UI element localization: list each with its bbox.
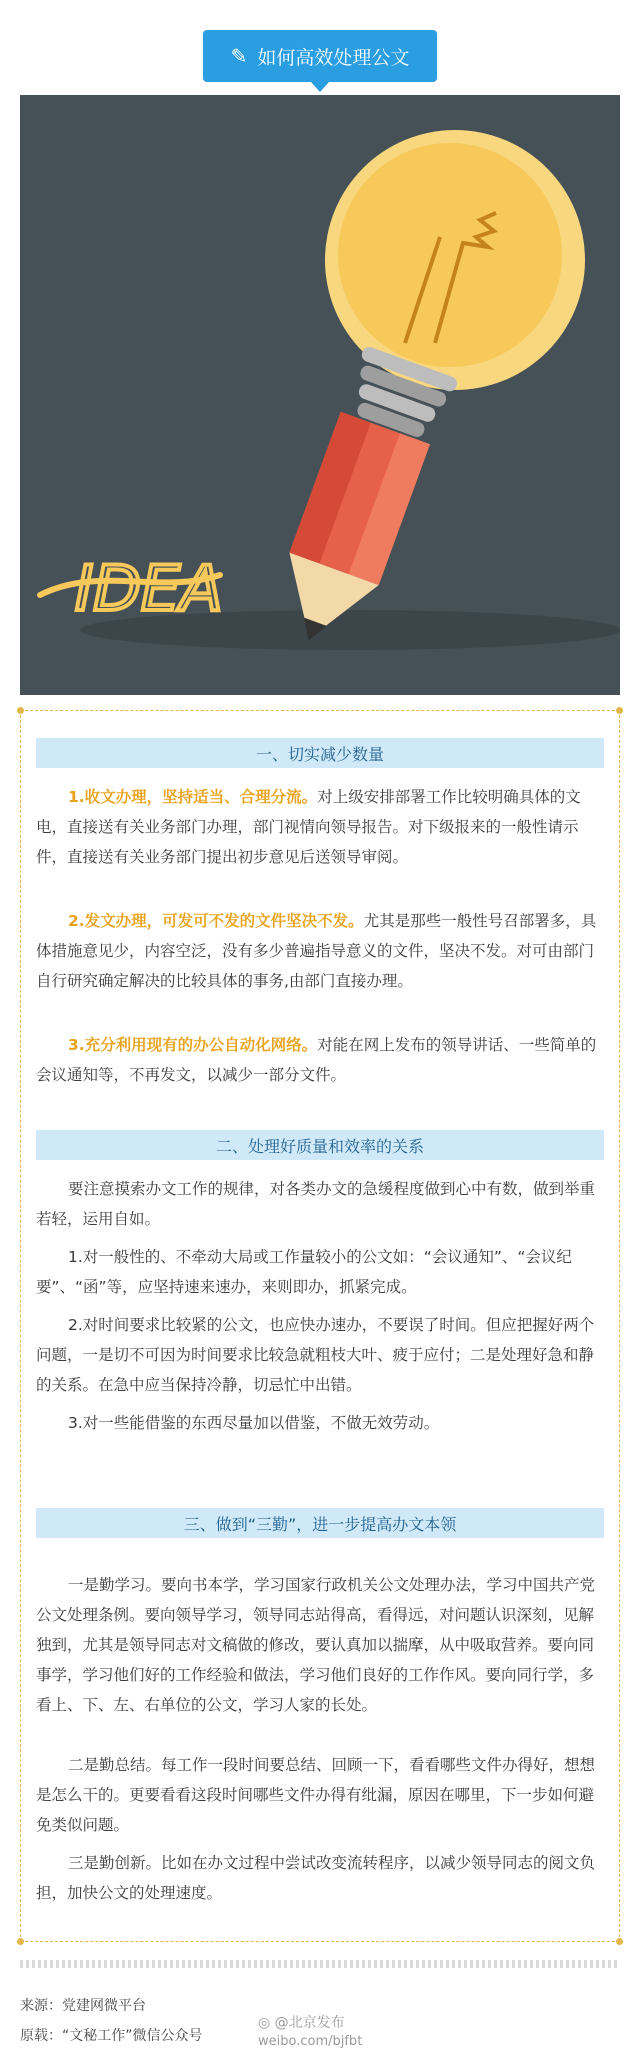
corner-dot (17, 707, 24, 714)
paragraph: 2.对时间要求比较紧的公文，也应快办速办，不要误了时间。但应把握好两个问题，一是切不可因为时间要求比较急就粗枝大叶、疲于应付；二是处理好急和静的关系。在急中应当保持冷静，切忌忙中出错。 (36, 1316, 595, 1394)
paragraph: 二是勤总结。每工作一段时间要总结、回顾一下，看看哪些文件办得好，想想是怎么干的。更要看看这段时间哪些文件办得有纰漏，原因在哪里，下一步如何避免类似问题。 (36, 1756, 596, 1834)
corner-dot (616, 1938, 623, 1945)
section-heading: 三、做到“三勤”，进一步提高办文本领 (36, 1508, 604, 1538)
corner-dot (17, 1938, 24, 1945)
paragraph-text: 对能在网上发布的领导讲话、一些简单的会议通知等，不再发文，以减少一部分文件。 (36, 1036, 597, 1084)
paragraph: 一是勤学习。要向书本学，学习国家行政机关公文处理办法，学习中国共产党公文处理条例。要向领导学习，领导同志站得高，看得远，对问题认识深刻，见解独到，尤其是领导同志对文稿做的修改，要认真加以揣摩，从中吸取营养。要向同事学，学习他们好的工作经验和做法，学习他们良好的工作作风。要向同行学，多看上、下、左、右单位的公文，学习人家的长处。 (36, 1576, 596, 1714)
paragraph-lead: 1.收文办理，坚持适当、合理分流。 (68, 788, 318, 806)
idea-illustration (20, 95, 620, 695)
paragraph (36, 1030, 604, 1090)
hero-word: IDEA (75, 552, 223, 625)
paragraph (36, 906, 604, 996)
weibo-name: @北京发布 (274, 2015, 345, 2031)
hero-illustration (20, 95, 620, 695)
paragraph-lead: 3.充分利用现有的办公自动化网络。 (68, 1036, 318, 1054)
paragraph-lead: 2.发文办理，可发可不发的文件坚决不发。 (68, 912, 364, 930)
paragraph: 三是勤创新。比如在办文过程中尝试改变流转程序，以减少领导同志的阅文负担，加快公文的处理速度。 (36, 1854, 596, 1902)
pencil-icon: ✎ (230, 44, 248, 68)
paragraph: 3.对一些能借鉴的东西尽量加以借鉴，不做无效劳动。 (68, 1414, 440, 1432)
title-badge (203, 30, 437, 82)
footer-divider (20, 1960, 620, 1968)
section-heading: 一、切实减少数量 (36, 738, 604, 768)
paragraph-text: 尤其是那些一般性号召部署多，具体措施意见少，内容空泛，没有多少普遍指导意义的文件，坚决不发。对可由部门自行研究确定解决的比较具体的事务,由部门直接办理。 (36, 912, 597, 990)
section-heading: 二、处理好质量和效率的关系 (36, 1130, 604, 1160)
corner-dot (616, 707, 623, 714)
paragraph: 1.对一般性的、不牵动大局或工作量较小的公文如：“会议通知”、“会议纪要”、“函”等，应坚持速来速办，来则即办，抓紧完成。 (36, 1248, 572, 1296)
original-line: 原载：“文秘工作”微信公众号 (20, 2028, 203, 2044)
paragraph-text: 对上级安排部署工作比较明确具体的文电，直接送有关业务部门办理，部门视情向领导报告。对下级报来的一般性请示件，直接送有关业务部门提出初步意见后送领导审阅。 (36, 788, 581, 866)
weibo-icon: ◎ (258, 2015, 271, 2031)
paragraph (36, 782, 604, 872)
page-title: 如何高效处理公文 (257, 46, 410, 69)
weibo-url: weibo.com/bjfbt (258, 2034, 363, 2049)
source-line: 来源：党建网微平台 (20, 1998, 146, 2014)
weibo-watermark (258, 2012, 345, 2032)
paragraph: 要注意摸索办文工作的规律，对各类办文的急缓程度做到心中有数，做到举重若轻，运用自如。 (36, 1180, 596, 1228)
